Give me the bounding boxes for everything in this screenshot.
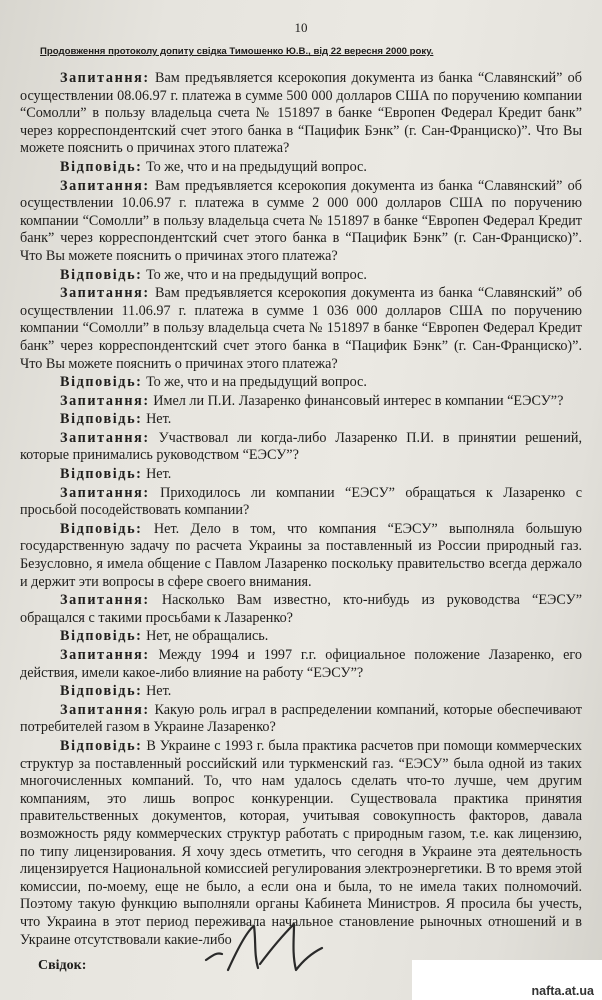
question-label: Запитання: bbox=[60, 70, 150, 86]
question-text: Между 1994 и 1997 г.г. официальное положение Лазаренко, его действия, имели какое-либо влияние на работу “ЕЭСУ”? bbox=[20, 647, 582, 681]
answer-7 bbox=[20, 628, 582, 646]
answer-text: Нет. bbox=[146, 683, 172, 700]
question-text: Участвовал ли когда-либо Лазаренко П.И. в принятии решений, которые принимались руководством “ЕЭСУ”? bbox=[20, 429, 583, 464]
site-watermark: nafta.at.ua bbox=[412, 960, 602, 1000]
answer-label: Відповідь: bbox=[60, 466, 143, 483]
question-5 bbox=[20, 430, 582, 465]
answer-label: Відповідь: bbox=[60, 411, 143, 428]
question-3 bbox=[20, 285, 582, 373]
answer-8 bbox=[20, 683, 582, 701]
page-number: 10 bbox=[294, 20, 308, 35]
question-8 bbox=[20, 647, 582, 682]
answer-3 bbox=[20, 374, 582, 392]
question-label: Запитання: bbox=[60, 592, 150, 609]
question-text: Вам предъявляется ксерокопия документа из банка “Славянский” об осуществлении 10.06.97 г. платежа в сумме 2 000 000 долларов США по поручению компании “Сомолли” в пользу владельца счета № 151897 в банке “Европен Федерал Кредит банк” через корреспондентский счет этого банка в “Пацифик Бэнк” (г. Сан-Франциско)”. Что Вы можете пояснить о причинах этого платежа? bbox=[20, 177, 582, 264]
question-9 bbox=[20, 702, 582, 737]
answer-label: Відповідь: bbox=[60, 628, 143, 645]
question-2 bbox=[20, 178, 582, 266]
answer-6 bbox=[20, 521, 582, 591]
answer-text: Нет. Дело в том, что компания “ЕЭСУ” выполняла большую государственную задачу по расчета Украины за поставленный из России природный газ. Безусловно, я имела общение с Павлом Лазаренко поскольку правительство всегда держало и держит эти вопросы в сфере своего внимания. bbox=[20, 520, 582, 590]
question-7 bbox=[20, 592, 582, 627]
question-label: Запитання: bbox=[60, 392, 150, 409]
answer-label: Відповідь: bbox=[60, 737, 143, 754]
question-label: Запитання: bbox=[60, 177, 150, 194]
answer-label: Відповідь: bbox=[60, 266, 143, 283]
answer-text: То же, что и на предыдущий вопрос. bbox=[146, 266, 367, 283]
interrogation-text bbox=[20, 70, 582, 950]
answer-text: Нет, не обращались. bbox=[146, 628, 269, 645]
question-text: Вам предъявляется ксерокопия документа из банка “Славянский” об осуществлении 08.06.97 г. платежа в сумме 500 000 долларов США по поручению компании “Сомолли” в пользу владельца счета № 151897 в банке “Европен Федерал Кредит банк” через корреспондентский счет этого банка в “Пацифик Бэнк” (г. Сан-Франциско)”. Что Вы можете пояснить о причинах этого платежа? bbox=[20, 70, 582, 157]
handwritten-signature bbox=[198, 918, 348, 978]
answer-1 bbox=[20, 159, 582, 177]
answer-label: Відповідь: bbox=[60, 683, 143, 700]
question-label: Запитання: bbox=[60, 484, 150, 501]
question-label: Запитання: bbox=[60, 429, 150, 446]
witness-label: Свідок: bbox=[38, 958, 87, 973]
question-text: Какую роль играл в распределении компаний, которые обеспечивают потребителей газом в Украине Лазаренко? bbox=[20, 701, 583, 736]
question-text: Насколько Вам известно, кто-нибудь из руководства “ЕЭСУ” обращался с такими просьбами к Лазаренко? bbox=[20, 592, 582, 626]
question-text: Приходилось ли компании “ЕЭСУ” обращаться к Лазаренко с просьбой посодействовать компании? bbox=[20, 484, 582, 519]
answer-text: В Украине с 1993 г. была практика расчетов при помощи коммерческих структур за поставленный российский или туркменский газ. “ЕЭСУ” была одной из таких многочисленных компаний. То, что нам удалось сделать что-то лучше, чем другим компаниям, это лишь вопрос конкуренции. Существовала практика принятия правительственных документов, которая, учитывая совокупность факторов, давала возможность ряду коммерческих структур работать с природным газом, т.е. как лицензию, по типу лицензирования. Я хочу здесь отметить, что сегодня в Украине эта деятельность лицензируется Национальной комиссией регулирования электроэнергетики. В то время этой комиссии, по-моему, еще не было, а если она и была, то не имела таких полномочий. Поэтому такую функцию выполняли органы Кабинета Министров. Я просила бы учесть, что Украина в этот период переживала начальное становление рыночных отношений и в Украине отсутствовали какие-либо bbox=[20, 737, 583, 948]
answer-text: Нет. bbox=[146, 411, 172, 428]
question-1 bbox=[20, 70, 582, 158]
question-label: Запитання: bbox=[60, 701, 150, 718]
answer-label: Відповідь: bbox=[60, 374, 143, 391]
answer-text: То же, что и на предыдущий вопрос. bbox=[146, 158, 367, 175]
question-text: Вам предъявляется ксерокопия документа из банка “Славянский” об осуществлении 11.06.97 г. платежа в сумме 1 036 000 долларов США по поручению компании “Сомолли” в пользу владельца счета № 151897 в банке “Европен Федерал Кредит банк” через корреспондентский счет этого банка в “Пацифик Бэнк” (г. Сан-Франциско)”. Что Вы можете пояснить о причинах этого платежа? bbox=[20, 285, 582, 372]
answer-5 bbox=[20, 466, 582, 484]
answer-label: Відповідь: bbox=[60, 158, 143, 175]
answer-2 bbox=[20, 267, 582, 285]
answer-text: Нет. bbox=[146, 466, 172, 483]
question-text: Имел ли П.И. Лазаренко финансовый интерес в компании “ЕЭСУ”? bbox=[153, 392, 564, 409]
protocol-header: Продовження протоколу допиту свідка Тимошенко Ю.В., від 22 вересня 2000 року. bbox=[40, 46, 434, 57]
question-label: Запитання: bbox=[60, 647, 150, 663]
answer-4 bbox=[20, 411, 582, 429]
question-6 bbox=[20, 485, 582, 520]
answer-label: Відповідь: bbox=[60, 520, 143, 537]
question-label: Запитання: bbox=[60, 285, 150, 302]
answer-text: То же, что и на предыдущий вопрос. bbox=[146, 374, 367, 391]
question-4 bbox=[20, 393, 582, 411]
